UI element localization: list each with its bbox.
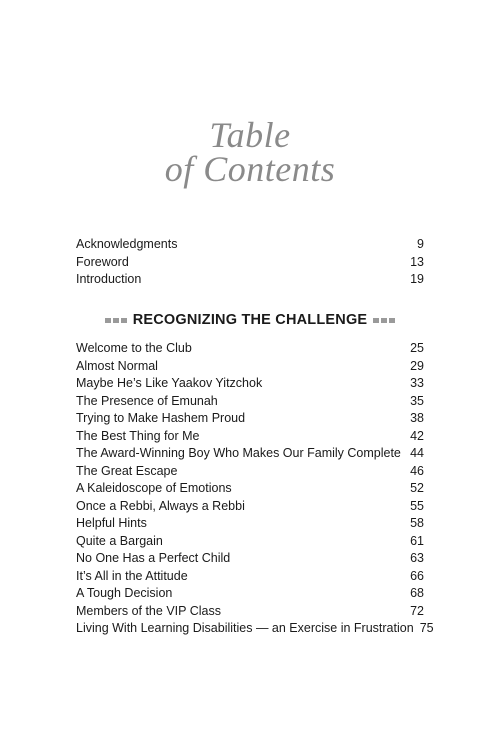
entry-page: 9 bbox=[417, 237, 424, 251]
entry-page: 33 bbox=[410, 376, 424, 390]
toc-entry[interactable] bbox=[76, 254, 424, 272]
entry-page: 38 bbox=[410, 411, 424, 425]
toc-entry[interactable] bbox=[76, 550, 424, 568]
entry-title: No One Has a Perfect Child bbox=[76, 551, 231, 565]
entry-page: 72 bbox=[410, 603, 424, 618]
entry-page: 13 bbox=[410, 254, 424, 269]
ornament-bars-left bbox=[105, 318, 127, 323]
entry-page: 52 bbox=[410, 481, 424, 495]
toc-entry[interactable] bbox=[76, 533, 424, 551]
toc-entry[interactable] bbox=[76, 463, 424, 481]
section-heading-text: RECOGNIZING THE CHALLENGE bbox=[132, 312, 368, 328]
entry-title: Introduction bbox=[76, 272, 142, 286]
toc-entry[interactable] bbox=[76, 340, 424, 358]
entry-title: Once a Rebbi, Always a Rebbi bbox=[76, 498, 245, 513]
toc-entry[interactable] bbox=[76, 393, 424, 411]
entry-page: 29 bbox=[410, 358, 424, 373]
entry-page: 58 bbox=[410, 516, 424, 530]
entry-page: 42 bbox=[410, 428, 424, 443]
entry-page: 25 bbox=[410, 341, 424, 355]
entry-page: 63 bbox=[410, 551, 424, 565]
ornament-bars-right bbox=[373, 318, 395, 323]
entry-page: 68 bbox=[410, 586, 424, 600]
toc-entry[interactable] bbox=[76, 620, 434, 638]
entry-title: Foreword bbox=[76, 254, 129, 269]
toc-entry[interactable] bbox=[76, 410, 424, 428]
toc-entry[interactable] bbox=[76, 480, 424, 498]
toc-entry[interactable] bbox=[76, 568, 424, 586]
toc-title-line-2: of Contents bbox=[164, 149, 336, 189]
entry-title: It’s All in the Attitude bbox=[76, 568, 188, 583]
toc-entry[interactable] bbox=[76, 271, 424, 289]
entry-title: Helpful Hints bbox=[76, 516, 147, 530]
entry-page: 44 bbox=[410, 446, 424, 460]
entry-title: A Tough Decision bbox=[76, 586, 173, 600]
toc-entry[interactable] bbox=[76, 445, 424, 463]
toc-entry[interactable] bbox=[76, 428, 424, 446]
entry-page: 75 bbox=[419, 621, 434, 635]
entry-page: 35 bbox=[410, 393, 424, 408]
entry-title: Acknowledgments bbox=[76, 237, 178, 251]
toc-entry[interactable] bbox=[76, 515, 424, 533]
entry-page: 61 bbox=[410, 533, 424, 548]
entry-title: The Best Thing for Me bbox=[76, 428, 200, 443]
toc-title-line-1: Table bbox=[209, 115, 291, 155]
front-matter-list bbox=[76, 236, 424, 289]
entry-title: Trying to Make Hashem Proud bbox=[76, 411, 246, 425]
entry-title: Welcome to the Club bbox=[76, 341, 192, 355]
toc-entry[interactable] bbox=[76, 603, 424, 621]
entry-page: 46 bbox=[410, 463, 424, 478]
toc-entry[interactable] bbox=[76, 498, 424, 516]
entry-title: Almost Normal bbox=[76, 358, 158, 373]
entry-title: Living With Learning Disabilities — an Exercise in Frustration bbox=[76, 621, 414, 635]
entry-page: 19 bbox=[410, 272, 424, 286]
entry-title: Members of the VIP Class bbox=[76, 603, 221, 618]
section-heading bbox=[76, 312, 424, 328]
entry-title: The Great Escape bbox=[76, 463, 178, 478]
toc-entry[interactable] bbox=[76, 375, 424, 393]
entry-title: A Kaleidoscope of Emotions bbox=[76, 481, 232, 495]
toc-entry[interactable] bbox=[76, 585, 424, 603]
entry-page: 55 bbox=[410, 498, 424, 513]
entry-title: Maybe He’s Like Yaakov Yitzchok bbox=[76, 376, 263, 390]
entry-title: The Presence of Emunah bbox=[76, 393, 218, 408]
toc-entry[interactable] bbox=[76, 358, 424, 376]
entry-title: The Award-Winning Boy Who Makes Our Family Complete bbox=[76, 446, 401, 460]
entry-page: 66 bbox=[410, 568, 424, 583]
chapter-list bbox=[76, 340, 434, 638]
entry-title: Quite a Bargain bbox=[76, 533, 163, 548]
toc-entry[interactable] bbox=[76, 236, 424, 254]
